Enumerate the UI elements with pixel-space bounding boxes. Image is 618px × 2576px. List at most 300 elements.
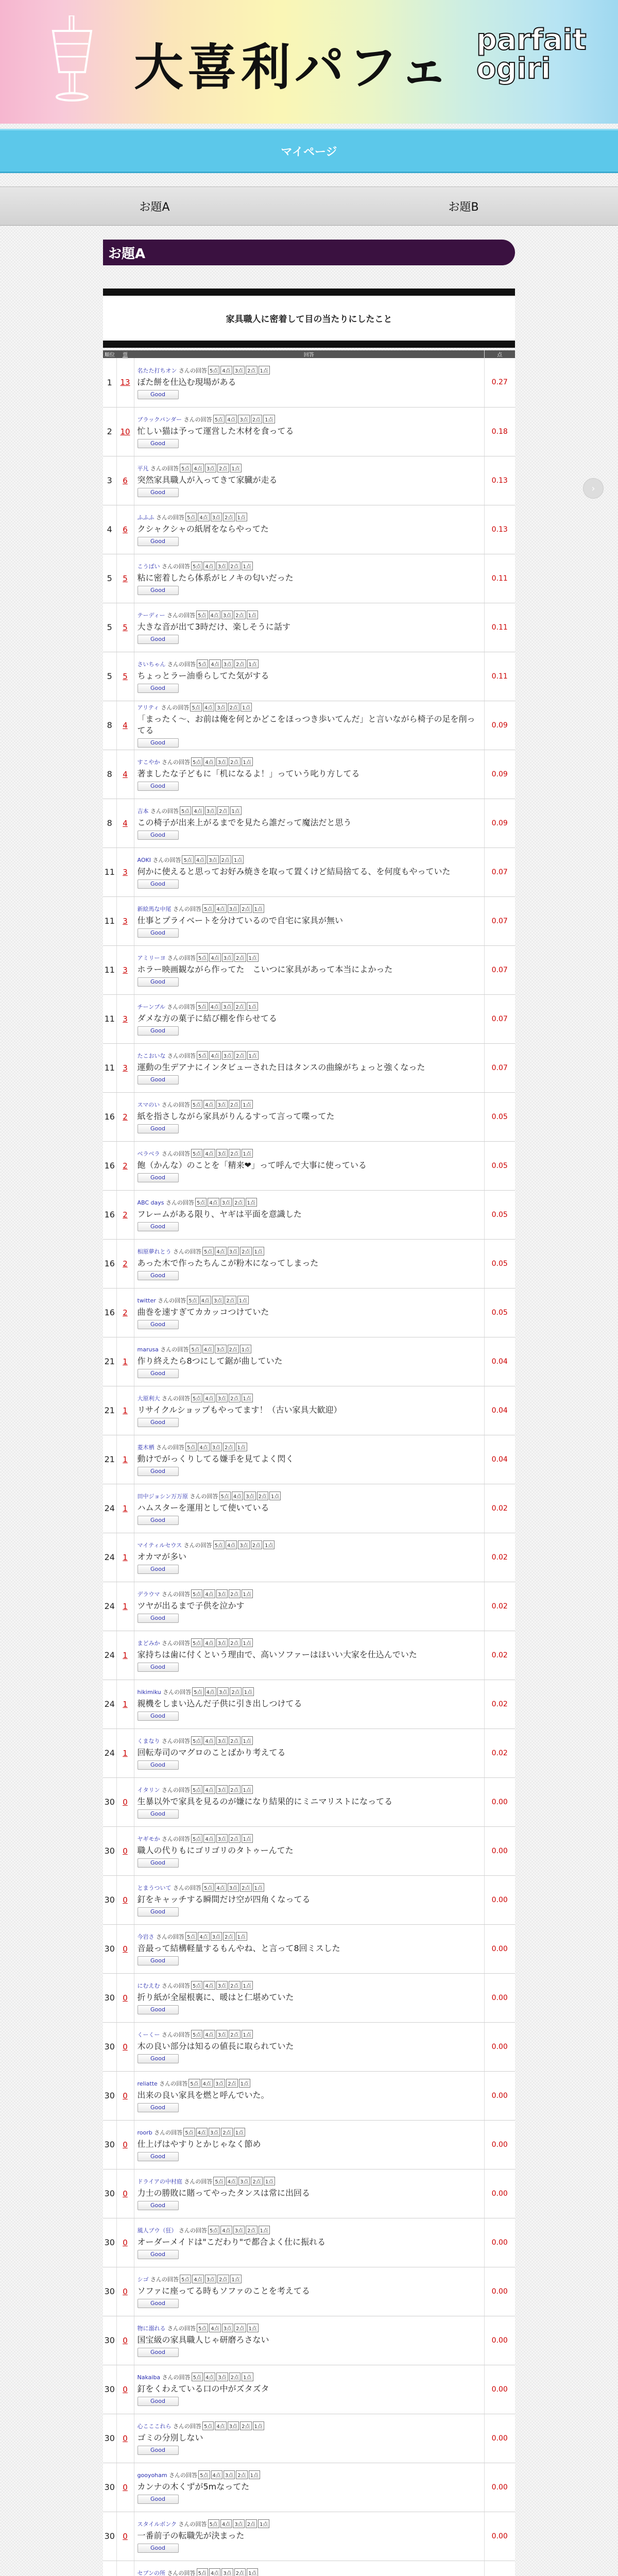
row-votes[interactable]: 1: [116, 1533, 134, 1582]
rating-button[interactable]: 2点: [233, 1198, 244, 1207]
row-votes[interactable]: 0: [116, 1973, 134, 2022]
good-button[interactable]: Good: [138, 635, 179, 644]
row-votes[interactable]: 3: [116, 848, 134, 896]
good-button[interactable]: Good: [138, 1467, 179, 1476]
rating-button[interactable]: 3点: [224, 2470, 235, 2479]
rating-button[interactable]: 5点: [191, 1589, 202, 1598]
rating-button[interactable]: 2点: [223, 1932, 234, 1941]
row-votes[interactable]: 5: [116, 652, 134, 701]
rating-button[interactable]: 5点: [198, 2470, 210, 2479]
rating-button[interactable]: 2点: [240, 2421, 251, 2430]
row-votes[interactable]: 0: [116, 2022, 134, 2071]
rating-button[interactable]: 3点: [215, 1345, 226, 1353]
user-name[interactable]: 吉本: [137, 808, 149, 815]
rating-button[interactable]: 4点: [203, 2030, 215, 2039]
good-button[interactable]: Good: [138, 2250, 179, 2259]
row-votes[interactable]: 4: [116, 701, 134, 750]
user-name[interactable]: twitter: [137, 1297, 156, 1304]
rating-button[interactable]: 1点: [242, 1394, 253, 1402]
tab-topic-b[interactable]: お題B: [448, 200, 479, 214]
good-button[interactable]: Good: [138, 1320, 179, 1329]
rating-button[interactable]: 1点: [242, 1981, 253, 1990]
user-name[interactable]: くまなり: [137, 1738, 160, 1744]
row-votes[interactable]: 0: [116, 1875, 134, 1924]
rating-button[interactable]: 1点: [264, 2177, 275, 2185]
good-button[interactable]: Good: [138, 1956, 179, 1965]
rating-button[interactable]: 5点: [197, 659, 208, 668]
rating-button[interactable]: 4点: [209, 1002, 220, 1011]
good-button[interactable]: Good: [138, 2446, 179, 2455]
rating-button[interactable]: 4点: [192, 2275, 203, 2283]
row-votes[interactable]: 2: [116, 1141, 134, 1190]
user-name[interactable]: 物に溺れる: [137, 2325, 166, 2332]
rating-button[interactable]: 3点: [221, 2568, 233, 2576]
rating-button[interactable]: 5点: [191, 1394, 202, 1402]
rating-button[interactable]: 4点: [215, 2421, 226, 2430]
rating-button[interactable]: 5点: [191, 1638, 202, 1647]
rating-button[interactable]: 4点: [226, 2177, 237, 2185]
rating-button[interactable]: 2点: [229, 2030, 240, 2039]
user-name[interactable]: デラウマ: [137, 1591, 160, 1598]
row-votes[interactable]: 6: [116, 456, 134, 505]
rating-button[interactable]: 3点: [216, 1394, 228, 1402]
good-button[interactable]: Good: [138, 2299, 179, 2308]
row-votes[interactable]: 2: [116, 1190, 134, 1239]
user-name[interactable]: くーくー: [137, 2031, 160, 2038]
rating-button[interactable]: 3点: [216, 1736, 228, 1745]
good-button[interactable]: Good: [138, 1663, 179, 1672]
rating-button[interactable]: 4点: [203, 1589, 215, 1598]
good-button[interactable]: Good: [138, 831, 179, 840]
rating-button[interactable]: 4点: [211, 2470, 222, 2479]
rating-button[interactable]: 2点: [229, 1785, 240, 1794]
row-votes[interactable]: 4: [116, 750, 134, 799]
rating-button[interactable]: 2点: [246, 2519, 257, 2528]
user-name[interactable]: シゴ: [137, 2276, 149, 2283]
rating-button[interactable]: 3点: [205, 464, 216, 472]
good-button[interactable]: Good: [138, 1369, 179, 1378]
rating-button[interactable]: 5点: [208, 2226, 219, 2234]
rating-button[interactable]: 1点: [258, 2519, 269, 2528]
rating-button[interactable]: 4点: [209, 2324, 220, 2332]
user-name[interactable]: とまうついて: [137, 1885, 171, 1891]
rating-button[interactable]: 5点: [180, 464, 191, 472]
rating-button[interactable]: 4点: [203, 757, 215, 766]
good-button[interactable]: Good: [138, 1516, 179, 1525]
rating-button[interactable]: 4点: [209, 1051, 220, 1060]
rating-button[interactable]: 4点: [203, 1981, 215, 1990]
rating-button[interactable]: 5点: [190, 1345, 201, 1353]
rating-button[interactable]: 1点: [247, 2568, 258, 2576]
rating-button[interactable]: 2点: [225, 1296, 236, 1304]
rating-button[interactable]: 1点: [242, 1589, 253, 1598]
rating-button[interactable]: 2点: [234, 1002, 245, 1011]
rating-button[interactable]: 4点: [203, 562, 215, 570]
rating-button[interactable]: 3点: [216, 1638, 228, 1647]
row-votes[interactable]: 1: [116, 1728, 134, 1777]
rating-button[interactable]: 3点: [216, 2372, 228, 2381]
rating-button[interactable]: 5点: [197, 1051, 208, 1060]
user-name[interactable]: 新絵馬な中尾: [137, 906, 171, 912]
rating-button[interactable]: 2点: [234, 2324, 246, 2332]
good-button[interactable]: Good: [138, 537, 179, 546]
good-button[interactable]: Good: [138, 1809, 179, 1819]
user-name[interactable]: 風人ブウ（狂）: [137, 2227, 177, 2234]
rating-button[interactable]: 5点: [188, 2079, 200, 2088]
rating-button[interactable]: 4点: [220, 2226, 232, 2234]
rating-button[interactable]: 2点: [246, 2226, 257, 2234]
rating-button[interactable]: 1点: [234, 2128, 245, 2137]
rating-button[interactable]: 3点: [221, 1002, 233, 1011]
rating-button[interactable]: 5点: [202, 1247, 214, 1256]
row-votes[interactable]: 3: [116, 945, 134, 994]
rating-button[interactable]: 4点: [203, 1834, 215, 1843]
rating-button[interactable]: 4点: [215, 1883, 226, 1892]
row-votes[interactable]: 0: [116, 2120, 134, 2169]
good-button[interactable]: Good: [138, 1907, 179, 1917]
rating-button[interactable]: 1点: [253, 904, 264, 913]
rating-button[interactable]: 2点: [229, 1981, 240, 1990]
good-button[interactable]: Good: [138, 879, 179, 889]
rating-button[interactable]: 3点: [216, 1834, 228, 1843]
rating-button[interactable]: 3点: [228, 2421, 239, 2430]
rating-button[interactable]: 5点: [191, 1834, 202, 1843]
rating-button[interactable]: 1点: [240, 1345, 251, 1353]
rating-button[interactable]: 4点: [200, 1296, 211, 1304]
rating-button[interactable]: 5点: [202, 904, 214, 913]
rating-button[interactable]: 4点: [209, 953, 220, 962]
row-votes[interactable]: 13: [116, 358, 134, 407]
user-name[interactable]: AOKI: [137, 857, 151, 863]
rating-button[interactable]: 1点: [269, 1492, 281, 1500]
rating-button[interactable]: 3点: [217, 1687, 229, 1696]
row-votes[interactable]: 0: [116, 2218, 134, 2267]
rating-button[interactable]: 5点: [202, 2421, 214, 2430]
good-button[interactable]: Good: [138, 1173, 179, 1182]
rating-button[interactable]: 4点: [209, 611, 220, 619]
rating-button[interactable]: 4点: [192, 806, 203, 815]
good-button[interactable]: Good: [138, 1271, 179, 1280]
rating-button[interactable]: 1点: [242, 1149, 253, 1158]
row-votes[interactable]: 1: [116, 1631, 134, 1680]
row-votes[interactable]: 1: [116, 1337, 134, 1386]
good-button[interactable]: Good: [138, 2054, 179, 2063]
rating-button[interactable]: 3点: [211, 1443, 222, 1451]
row-votes[interactable]: 0: [116, 2365, 134, 2414]
user-name[interactable]: 今岩さ: [137, 1934, 154, 1940]
rating-button[interactable]: 1点: [249, 2470, 260, 2479]
rating-button[interactable]: 5点: [191, 1785, 202, 1794]
rating-button[interactable]: 4点: [202, 1345, 214, 1353]
rating-button[interactable]: 4点: [198, 513, 209, 521]
user-name[interactable]: マイティルセウス: [137, 1542, 182, 1549]
rating-button[interactable]: 1点: [230, 464, 242, 472]
rating-button[interactable]: 5点: [197, 2324, 208, 2332]
rating-button[interactable]: 3点: [216, 562, 228, 570]
rating-button[interactable]: 2点: [229, 1100, 240, 1109]
rating-button[interactable]: 4点: [203, 1736, 215, 1745]
row-votes[interactable]: 0: [116, 1924, 134, 1973]
rating-button[interactable]: 1点: [242, 2030, 253, 2039]
rating-button[interactable]: 1点: [242, 757, 253, 766]
rating-button[interactable]: 3点: [244, 1492, 255, 1500]
rating-button[interactable]: 1点: [259, 366, 270, 375]
rating-button[interactable]: 4点: [203, 1638, 215, 1647]
rating-button[interactable]: 4点: [198, 1932, 209, 1941]
rating-button[interactable]: 5点: [191, 757, 202, 766]
good-button[interactable]: Good: [138, 439, 179, 448]
row-votes[interactable]: 3: [116, 896, 134, 945]
rating-button[interactable]: 2点: [221, 2128, 232, 2137]
user-name[interactable]: にむえむ: [137, 1982, 160, 1989]
rating-button[interactable]: 2点: [229, 1589, 240, 1598]
rating-button[interactable]: 3点: [238, 415, 249, 423]
good-button[interactable]: Good: [138, 488, 179, 497]
rating-button[interactable]: 3点: [205, 806, 216, 815]
good-button[interactable]: Good: [138, 2397, 179, 2406]
rating-button[interactable]: 3点: [216, 1589, 228, 1598]
rating-button[interactable]: 2点: [234, 1051, 246, 1060]
rating-button[interactable]: 4点: [232, 1492, 243, 1500]
rating-button[interactable]: 5点: [197, 2568, 208, 2576]
user-name[interactable]: gooyoham: [137, 2472, 167, 2479]
rating-button[interactable]: 4点: [208, 1198, 219, 1207]
user-name[interactable]: ふふふ: [137, 514, 154, 521]
rating-button[interactable]: 5点: [219, 1492, 231, 1500]
row-votes[interactable]: 1: [116, 1582, 134, 1631]
rating-button[interactable]: 1点: [236, 513, 247, 521]
rating-button[interactable]: 5点: [202, 1883, 214, 1892]
rating-button[interactable]: 1点: [243, 1687, 254, 1696]
rating-button[interactable]: 4点: [226, 1540, 237, 1549]
rating-button[interactable]: 5点: [191, 1100, 202, 1109]
rating-button[interactable]: 1点: [230, 806, 242, 815]
row-votes[interactable]: 4: [116, 799, 134, 848]
rating-button[interactable]: 3点: [211, 513, 222, 521]
user-name[interactable]: 菱木栖: [137, 1444, 154, 1451]
rating-button[interactable]: 5点: [185, 1932, 197, 1941]
rating-button[interactable]: 3点: [233, 366, 245, 375]
rating-button[interactable]: 4点: [215, 1247, 226, 1256]
row-votes[interactable]: 3: [116, 994, 134, 1043]
good-button[interactable]: Good: [138, 2201, 179, 2210]
rating-button[interactable]: 4点: [215, 904, 226, 913]
row-votes[interactable]: 0: [116, 2414, 134, 2463]
rating-button[interactable]: 2点: [229, 1736, 240, 1745]
good-button[interactable]: Good: [138, 1858, 179, 1868]
rating-button[interactable]: 5点: [182, 855, 193, 864]
rating-button[interactable]: 1点: [247, 611, 258, 619]
user-name[interactable]: ブラックパンダー: [137, 416, 182, 423]
rating-button[interactable]: 5点: [190, 703, 201, 711]
rating-button[interactable]: 2点: [229, 2372, 241, 2381]
rating-button[interactable]: 1点: [253, 1883, 264, 1892]
rating-button[interactable]: 5点: [196, 1002, 208, 1011]
rating-button[interactable]: 4点: [203, 1149, 215, 1158]
rating-button[interactable]: 3点: [238, 1540, 249, 1549]
rating-button[interactable]: 2点: [240, 1883, 251, 1892]
user-name[interactable]: hikimiku: [137, 1689, 161, 1696]
user-name[interactable]: セブンの所: [137, 2570, 166, 2576]
user-name[interactable]: 相原夢れとう: [137, 1248, 171, 1255]
scroll-top-button[interactable]: [583, 478, 604, 499]
user-name[interactable]: テーディー: [137, 612, 165, 619]
user-name[interactable]: たこおいな: [137, 1053, 166, 1059]
rating-button[interactable]: 2点: [251, 415, 262, 423]
rating-button[interactable]: 4点: [195, 855, 206, 864]
row-votes[interactable]: 6: [116, 505, 134, 554]
rating-button[interactable]: 5点: [187, 1296, 198, 1304]
tab-topic-a[interactable]: お題A: [139, 200, 170, 214]
rating-button[interactable]: 1点: [236, 1443, 247, 1451]
rating-button[interactable]: 1点: [241, 703, 252, 711]
rating-button[interactable]: 1点: [253, 1247, 264, 1256]
user-name[interactable]: スマのい: [137, 1101, 160, 1108]
good-button[interactable]: Good: [138, 586, 179, 595]
rating-button[interactable]: 3点: [205, 2275, 216, 2283]
rating-button[interactable]: 2点: [236, 2470, 247, 2479]
user-name[interactable]: ベラベラ: [137, 1150, 160, 1157]
rating-button[interactable]: 5点: [213, 415, 225, 423]
good-button[interactable]: Good: [138, 2005, 179, 2014]
row-votes[interactable]: 1: [116, 1484, 134, 1533]
rating-button[interactable]: 5点: [191, 1736, 202, 1745]
rating-button[interactable]: 1点: [259, 2226, 270, 2234]
rating-button[interactable]: 5点: [213, 2177, 225, 2185]
user-name[interactable]: アリティ: [137, 704, 159, 711]
user-name[interactable]: 心こここれら: [137, 2423, 171, 2430]
rating-button[interactable]: 5点: [196, 611, 208, 619]
good-button[interactable]: Good: [138, 1075, 179, 1084]
rating-button[interactable]: 4点: [220, 2519, 232, 2528]
good-button[interactable]: Good: [138, 2152, 179, 2161]
rating-button[interactable]: 5点: [192, 1687, 203, 1696]
rating-button[interactable]: 2点: [257, 1492, 268, 1500]
rating-button[interactable]: 1点: [263, 415, 274, 423]
good-button[interactable]: Good: [138, 390, 179, 399]
rating-button[interactable]: 3点: [228, 1247, 239, 1256]
good-button[interactable]: Good: [138, 1614, 179, 1623]
good-button[interactable]: Good: [138, 928, 179, 938]
rating-button[interactable]: 3点: [216, 1149, 228, 1158]
rating-button[interactable]: 3点: [216, 1785, 228, 1794]
rating-button[interactable]: 4点: [192, 464, 203, 472]
rating-button[interactable]: 5点: [197, 953, 208, 962]
row-votes[interactable]: 2: [116, 1092, 134, 1141]
rating-button[interactable]: 3点: [220, 1198, 232, 1207]
rating-button[interactable]: 3点: [209, 2128, 220, 2137]
rating-button[interactable]: 5点: [191, 1981, 202, 1990]
rating-button[interactable]: 3点: [233, 2226, 245, 2234]
row-votes[interactable]: 0: [116, 2071, 134, 2120]
rating-button[interactable]: 4点: [226, 415, 237, 423]
rating-button[interactable]: 3点: [215, 703, 227, 711]
rating-button[interactable]: 3点: [216, 2030, 228, 2039]
rating-button[interactable]: 2点: [223, 1443, 234, 1451]
rating-button[interactable]: 1点: [236, 1932, 247, 1941]
rating-button[interactable]: 1点: [242, 2372, 253, 2381]
rating-button[interactable]: 4点: [203, 1785, 215, 1794]
user-name[interactable]: スタイルボンク: [137, 2521, 177, 2528]
row-votes[interactable]: 0: [116, 2463, 134, 2512]
rating-button[interactable]: 4点: [204, 2372, 215, 2381]
good-button[interactable]: Good: [138, 2103, 179, 2112]
row-votes[interactable]: 0: [116, 1826, 134, 1875]
row-votes[interactable]: [116, 2561, 134, 2576]
rating-button[interactable]: 3点: [214, 2079, 225, 2088]
rating-button[interactable]: 1点: [247, 953, 259, 962]
rating-button[interactable]: 3点: [228, 1883, 239, 1892]
rating-button[interactable]: 5点: [195, 1198, 207, 1207]
rating-button[interactable]: 1点: [246, 1198, 257, 1207]
rating-button[interactable]: 4点: [198, 1443, 209, 1451]
rating-button[interactable]: 5点: [191, 2030, 202, 2039]
good-button[interactable]: Good: [138, 2495, 179, 2504]
rating-button[interactable]: 2点: [234, 659, 246, 668]
rating-button[interactable]: 2点: [229, 1394, 240, 1402]
rating-button[interactable]: 2点: [226, 2079, 237, 2088]
rating-button[interactable]: 3点: [207, 855, 218, 864]
rating-button[interactable]: 3点: [222, 1051, 233, 1060]
good-button[interactable]: Good: [138, 1026, 179, 1036]
rating-button[interactable]: 1点: [241, 1100, 252, 1109]
rating-button[interactable]: 4点: [203, 1394, 215, 1402]
user-name[interactable]: Nakaiba: [137, 2374, 161, 2381]
rating-button[interactable]: 3点: [238, 2177, 250, 2185]
rating-button[interactable]: 2点: [246, 366, 257, 375]
rating-button[interactable]: 2点: [217, 464, 229, 472]
rating-button[interactable]: 2点: [229, 757, 240, 766]
user-name[interactable]: 平凡: [137, 465, 149, 472]
rating-button[interactable]: 2点: [234, 2568, 246, 2576]
rating-button[interactable]: 1点: [253, 2421, 264, 2430]
rating-button[interactable]: 2点: [229, 1834, 240, 1843]
rating-button[interactable]: 3点: [216, 1100, 228, 1109]
rating-button[interactable]: 5点: [192, 2372, 203, 2381]
rating-button[interactable]: 2点: [228, 1345, 239, 1353]
user-name[interactable]: すこやか: [137, 759, 160, 766]
row-votes[interactable]: 0: [116, 2267, 134, 2316]
rating-button[interactable]: 4点: [203, 1100, 215, 1109]
rating-button[interactable]: 1点: [237, 1296, 249, 1304]
row-votes[interactable]: 2: [116, 1288, 134, 1337]
user-name[interactable]: ABC days: [137, 1199, 164, 1206]
rating-button[interactable]: 3点: [212, 1296, 224, 1304]
rating-button[interactable]: 2点: [229, 1638, 240, 1647]
rating-button[interactable]: 2点: [251, 1540, 262, 1549]
rating-button[interactable]: 3点: [211, 1932, 222, 1941]
rating-button[interactable]: 2点: [251, 2177, 262, 2185]
rating-button[interactable]: 3点: [221, 611, 233, 619]
rating-button[interactable]: 5点: [180, 2275, 191, 2283]
user-name[interactable]: marusa: [137, 1346, 159, 1353]
rating-button[interactable]: 5点: [183, 2128, 195, 2137]
user-name[interactable]: イタリン: [137, 1787, 160, 1793]
rating-button[interactable]: 2点: [240, 904, 251, 913]
user-name[interactable]: アミリーヨ: [137, 955, 166, 961]
good-button[interactable]: Good: [138, 2544, 179, 2553]
good-button[interactable]: Good: [138, 2348, 179, 2357]
rating-button[interactable]: 4点: [209, 659, 220, 668]
row-votes[interactable]: 0: [116, 2169, 134, 2218]
rating-button[interactable]: 1点: [247, 659, 259, 668]
rating-button[interactable]: 1点: [242, 1785, 253, 1794]
rating-button[interactable]: 2点: [223, 513, 234, 521]
user-name[interactable]: ヤギモか: [137, 1836, 160, 1842]
good-button[interactable]: Good: [138, 684, 179, 693]
user-name[interactable]: こうばい: [137, 563, 160, 570]
user-name[interactable]: reliatte: [137, 2080, 158, 2087]
